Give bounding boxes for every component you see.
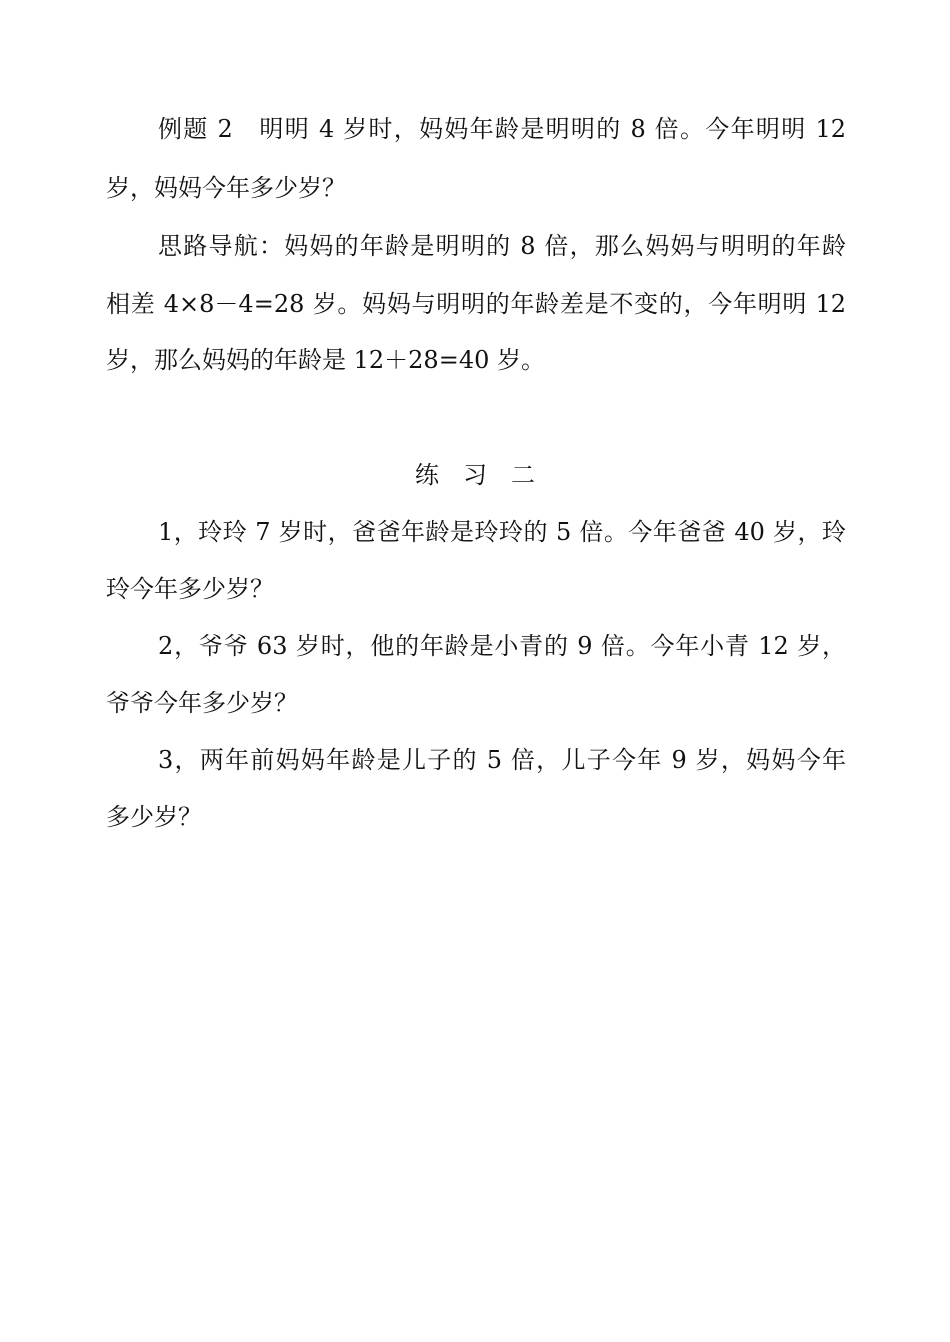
- analysis-line-2: 相差 4×8－4=28 岁。妈妈与明明的年龄差是不变的，今年明明 12: [106, 290, 846, 318]
- analysis-line-1: 思路导航：妈妈的年龄是明明的 8 倍，那么妈妈与明明的年龄: [158, 232, 846, 260]
- example-question-line-2: 岁，妈妈今年多少岁？: [106, 174, 346, 202]
- exercise-q1-line-2: 玲今年多少岁？: [106, 575, 274, 603]
- exercise-q1-line-1: 1，玲玲 7 岁时，爸爸年龄是玲玲的 5 倍。今年爸爸 40 岁，玲: [158, 518, 846, 546]
- example-question-line-1: 例题 2 明明 4 岁时，妈妈年龄是明明的 8 倍。今年明明 12: [158, 115, 846, 143]
- exercise-q3-line-1: 3，两年前妈妈年龄是儿子的 5 倍，儿子今年 9 岁，妈妈今年: [158, 746, 846, 774]
- exercise-q2-line-1: 2，爷爷 63 岁时，他的年龄是小青的 9 倍。今年小青 12 岁，: [158, 632, 846, 660]
- exercise-q2-line-2: 爷爷今年多少岁？: [106, 689, 298, 717]
- analysis-line-3: 岁，那么妈妈的年龄是 12＋28=40 岁。: [106, 346, 545, 374]
- exercise-title: 练 习 二: [415, 461, 535, 489]
- exercise-q3-line-2: 多少岁？: [106, 803, 202, 831]
